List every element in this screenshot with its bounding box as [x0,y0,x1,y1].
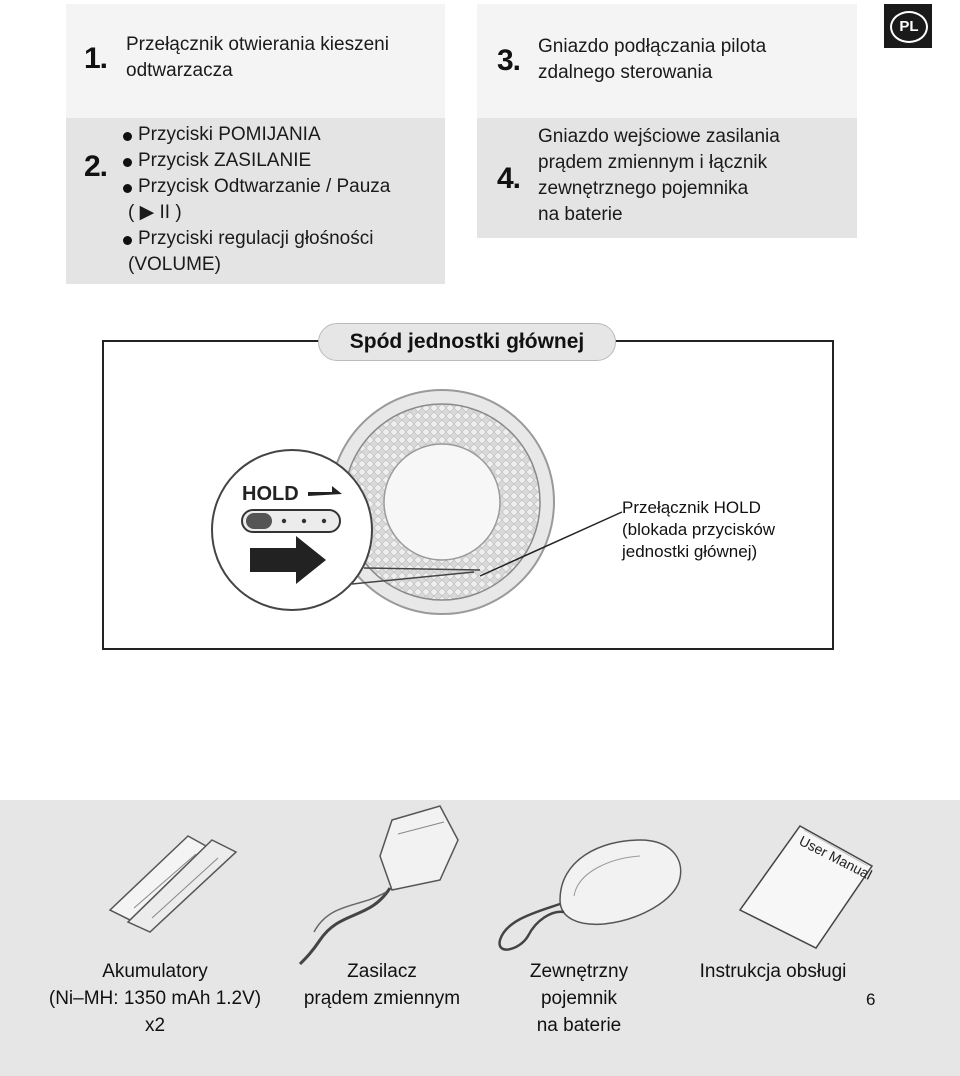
ac-adapter-icon [300,806,458,964]
language-badge [884,4,932,48]
item-2-bullet-continuation: (VOLUME) [128,254,221,275]
manual-cover-text: User Manual [796,832,875,883]
accessory-caption-batteries [30,958,280,1039]
item-3-line: Gniazdo podłączania pilota [538,36,767,57]
item-3-text [538,34,766,86]
item-1-number: 1. [84,42,108,75]
hold-switch-knob [246,513,272,529]
item-3-line: zdalnego sterowania [538,62,713,83]
item-2-bullet: Przycisk Odtwarzanie / Pauza [122,174,390,200]
item-2-bullet: Przyciski regulacji głośności [122,226,390,252]
player-bottom-illustration [102,340,832,648]
manual-icon [740,826,875,948]
hold-caption [622,497,775,563]
page-number: 6 [866,990,876,1009]
item-1-line: odtwarzacza [126,60,233,81]
item-2-play-pause-symbol: ( ▶ II ) [128,202,182,223]
hold-caption-line: jednostki głównej) [622,542,758,561]
item-3-number: 3. [497,44,521,77]
accessory-caption-line: x2 [144,1015,166,1036]
battery-icon [110,836,236,932]
accessory-caption-manual [680,958,866,985]
diagram-title: Spód jednostki głównej [318,323,616,361]
player-center-disc [384,444,500,560]
item-4-line: zewnętrznego pojemnika [538,178,749,199]
accessory-caption-line: Zasilacz [347,961,417,982]
item-2-bullet: Przycisk ZASILANIE [122,148,390,174]
language-badge-label: PL [890,11,928,43]
item-4-line: prądem zmiennym i łącznik [538,152,768,173]
item-1-line: Przełącznik otwierania kieszeni [126,34,389,55]
item-4-line: Gniazdo wejściowe zasilania [538,126,780,147]
accessory-caption-line: pojemnik [540,988,618,1009]
item-2-bullet: Przyciski POMIJANIA [122,122,390,148]
item-2-list [122,122,390,278]
battery-pack-icon [500,840,681,950]
accessory-caption-line: Akumulatory [102,961,208,982]
accessory-caption-battery-pack [496,958,662,1039]
item-4-number: 4. [497,162,521,195]
item-4-text [538,124,780,228]
hold-caption-line: (blokada przycisków [622,520,776,539]
accessory-caption-line: Zewnętrzny [529,961,629,982]
item-4-line: na baterie [538,204,623,225]
accessories-illustrations [0,800,960,970]
accessory-caption-line: na baterie [536,1015,622,1036]
item-1-text [126,32,389,84]
accessory-caption-line: (Ni–MH: 1350 mAh 1.2V) [48,988,262,1009]
hold-caption-line: Przełącznik HOLD [622,498,761,517]
accessory-caption-ac-adapter [282,958,482,1012]
hold-switch-text: HOLD [242,483,299,505]
item-2-number: 2. [84,150,108,183]
accessory-caption-line: prądem zmiennym [303,988,461,1009]
accessory-caption-line: Instrukcja obsługi [699,961,847,982]
